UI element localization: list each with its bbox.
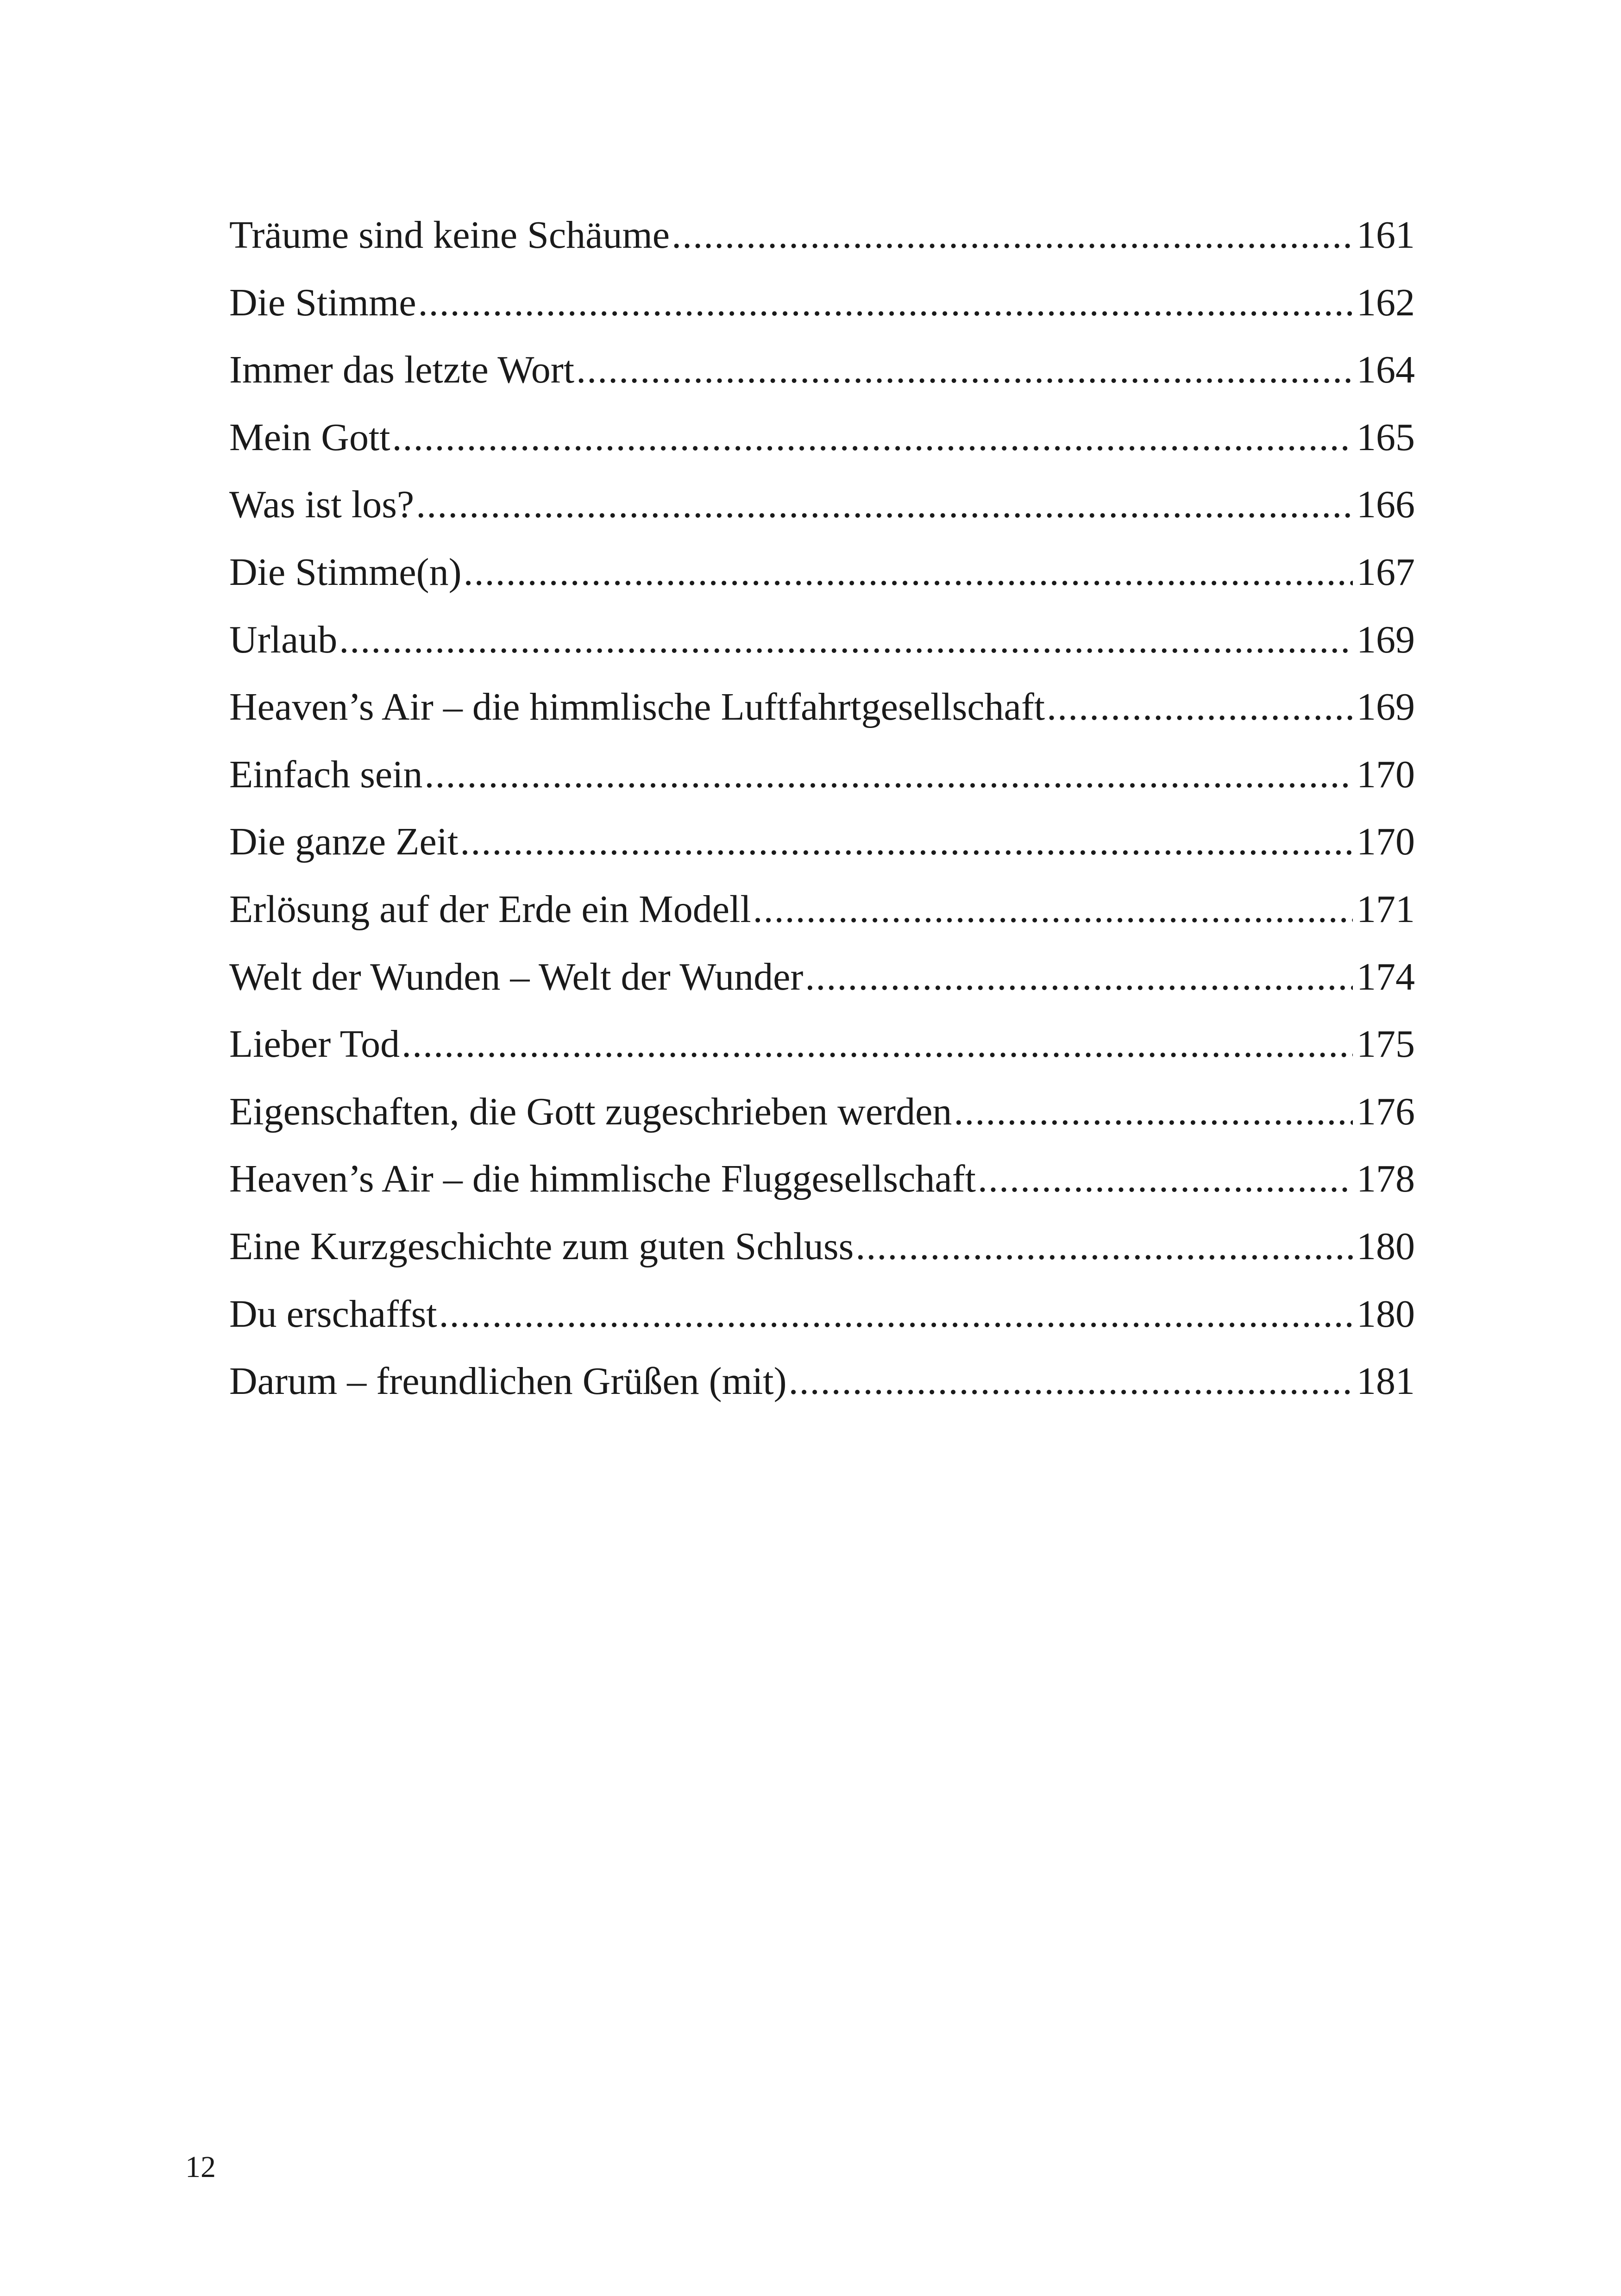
toc-entry-page: 180 [1357,1224,1415,1268]
toc-entry-title: Träume sind keine Schäume [229,213,670,257]
toc-entry-title: Mein Gott [229,415,390,459]
toc-entry-page: 174 [1357,955,1415,998]
toc-dot-leader [753,876,1353,943]
toc-dot-leader [855,1213,1353,1280]
toc-dot-leader [416,471,1353,539]
toc-entry-page: 165 [1357,415,1415,459]
toc-dot-leader [576,336,1353,404]
toc-entry [229,1010,1415,1078]
toc-entry-page: 181 [1357,1360,1415,1403]
toc-entry-title: Eine Kurzgeschichte zum guten Schluss [229,1224,854,1268]
toc-entry [229,1280,1415,1348]
toc-entry [229,336,1415,404]
toc-entry-title: Was ist los? [229,483,415,527]
toc-dot-leader [460,808,1353,876]
toc-entry [229,808,1415,876]
toc-entry-page: 167 [1357,550,1415,594]
toc-entry [229,606,1415,674]
toc-entry-title: Welt der Wunden – Welt der Wunder [229,955,804,998]
toc-entry-page: 170 [1357,753,1415,796]
table-of-contents [229,201,1415,1415]
toc-entry-title: Urlaub [229,618,338,661]
toc-entry-page: 175 [1357,1023,1415,1066]
toc-entry [229,471,1415,539]
toc-entry-page: 164 [1357,348,1415,392]
toc-dot-leader [339,606,1353,674]
toc-entry-page: 166 [1357,483,1415,527]
toc-dot-leader [439,1280,1353,1348]
toc-entry-title: Erlösung auf der Erde ein Modell [229,887,751,931]
toc-entry [229,876,1415,943]
toc-entry [229,1348,1415,1415]
toc-entry-title: Heaven’s Air – die himmlische Fluggesellschaft [229,1157,976,1201]
toc-entry [229,943,1415,1011]
toc-entry-page: 176 [1357,1090,1415,1133]
toc-entry-page: 180 [1357,1292,1415,1336]
toc-entry-title: Einfach sein [229,753,423,796]
toc-dot-leader [464,539,1353,606]
toc-entry-title: Die Stimme(n) [229,550,462,594]
toc-entry [229,539,1415,606]
toc-entry-page: 178 [1357,1157,1415,1201]
toc-entry-page: 162 [1357,281,1415,324]
toc-dot-leader [392,404,1353,471]
toc-dot-leader [425,741,1353,809]
toc-entry-title: Lieber Tod [229,1023,400,1066]
toc-entry-page: 171 [1357,887,1415,931]
toc-dot-leader [978,1145,1353,1213]
toc-entry-page: 169 [1357,618,1415,661]
toc-dot-leader [789,1348,1353,1415]
toc-entry-page: 170 [1357,820,1415,864]
toc-dot-leader [954,1078,1353,1146]
toc-dot-leader [672,201,1353,269]
toc-entry [229,1078,1415,1146]
toc-entry [229,673,1415,741]
toc-dot-leader [805,943,1353,1011]
toc-entry-title: Eigenschaften, die Gott zugeschrieben werden [229,1090,952,1133]
toc-entry [229,269,1415,337]
page-number: 12 [185,2150,216,2184]
toc-entry [229,1145,1415,1213]
toc-entry [229,741,1415,809]
toc-dot-leader [402,1010,1353,1078]
toc-entry-page: 161 [1357,213,1415,257]
toc-entry-title: Heaven’s Air – die himmlische Luftfahrtgesellschaft [229,685,1045,729]
toc-entry-title: Darum – freundlichen Grüßen (mit) [229,1360,787,1403]
toc-entry [229,404,1415,471]
toc-entry [229,201,1415,269]
toc-entry-title: Immer das letzte Wort [229,348,575,392]
toc-dot-leader [418,269,1353,337]
toc-entry-page: 169 [1357,685,1415,729]
toc-dot-leader [1047,673,1353,741]
toc-entry-title: Die Stimme [229,281,416,324]
toc-entry [229,1213,1415,1280]
toc-entry-title: Die ganze Zeit [229,820,459,864]
toc-entry-title: Du erschaffst [229,1292,437,1336]
